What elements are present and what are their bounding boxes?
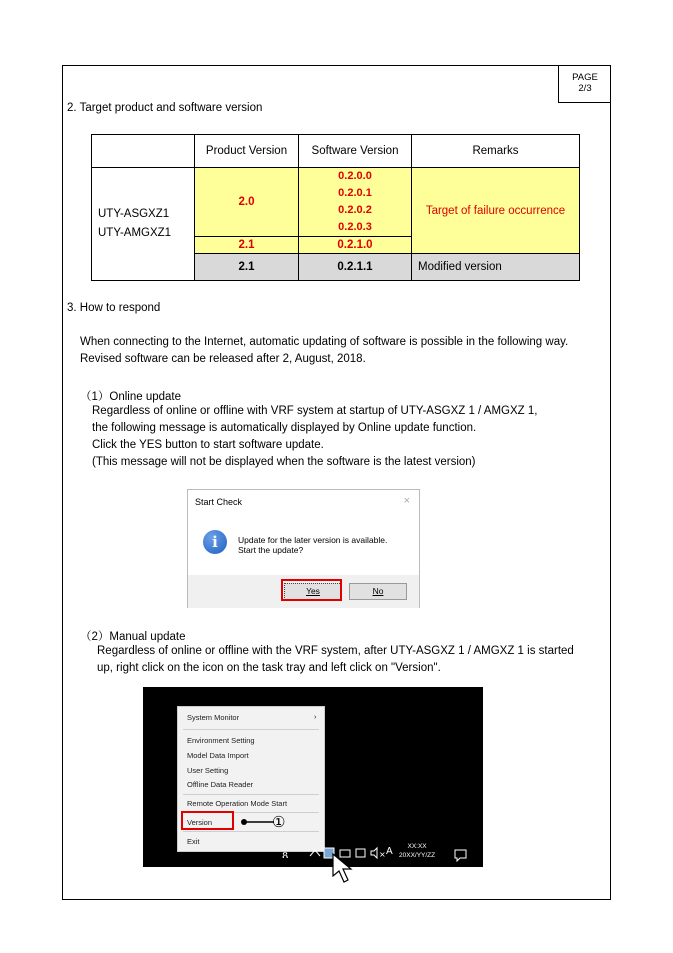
section3-heading: 3. How to respond xyxy=(67,302,161,314)
table-header-remarks: Remarks xyxy=(412,135,580,168)
table-remark-target: Target of failure occurrence xyxy=(412,168,580,254)
page-number-box xyxy=(558,65,611,103)
software-version: 0.2.0.1 xyxy=(338,187,372,199)
menu-item-system-monitor[interactable]: System Monitor xyxy=(187,713,240,722)
version-table xyxy=(91,134,580,281)
notification-icon[interactable] xyxy=(454,848,468,862)
mouse-cursor-icon xyxy=(330,852,360,888)
dialog-message-line: Update for the later version is available. xyxy=(238,535,388,545)
section2-heading: 2. Target product and software version xyxy=(67,102,263,114)
menu-item-exit[interactable]: Exit xyxy=(187,837,200,846)
table-header-empty xyxy=(92,135,195,168)
manual-update-line: Regardless of online or offline with the VRF system, after UTY-ASGXZ 1 / AMGXZ 1 is started xyxy=(97,645,574,657)
dialog-message-line: Start the update? xyxy=(238,545,304,555)
table-product-version: 2.1 xyxy=(195,237,299,254)
mute-x-icon: × xyxy=(379,850,386,859)
model-name: UTY-ASGXZ1 xyxy=(98,208,170,220)
menu-item-model-data-import[interactable]: Model Data Import xyxy=(187,751,249,760)
online-update-line: Click the YES button to start software update. xyxy=(92,439,324,451)
menu-item-user-setting[interactable]: User Setting xyxy=(187,766,229,775)
chevron-right-icon: › xyxy=(314,712,317,721)
yes-button-label: Yes xyxy=(306,586,320,596)
software-version: 0.2.0.3 xyxy=(338,221,372,233)
table-model-cell xyxy=(92,168,195,281)
online-update-line: Regardless of online or offline with VRF system at startup of UTY-ASGXZ 1 / AMGXZ 1, xyxy=(92,405,538,417)
menu-divider xyxy=(183,729,319,730)
menu-item-version[interactable]: Version xyxy=(187,818,213,827)
dialog-title: Start Check xyxy=(195,497,243,507)
table-software-version: 0.2.1.1 xyxy=(299,254,412,281)
table-software-versions xyxy=(299,168,412,237)
table-header-software: Software Version xyxy=(299,135,412,168)
dialog-message xyxy=(238,535,387,555)
table-software-version: 0.2.1.0 xyxy=(299,237,412,254)
info-icon: i xyxy=(203,530,227,554)
table-product-version: 2.1 xyxy=(195,254,299,281)
table-header-product: Product Version xyxy=(195,135,299,168)
page-label: PAGE xyxy=(572,72,598,83)
taskbar-clock[interactable] xyxy=(399,842,435,860)
online-update-line: (This message will not be displayed when the software is the latest version) xyxy=(92,456,476,468)
ime-indicator[interactable]: A xyxy=(386,846,393,857)
menu-item-offline-data-reader[interactable]: Offline Data Reader xyxy=(187,780,254,789)
manual-update-line: up, right click on the icon on the task tray and left click on "Version". xyxy=(97,662,441,674)
yes-highlight-box xyxy=(281,579,342,601)
callout-number: ① xyxy=(272,814,286,831)
no-button-label: No xyxy=(372,586,384,596)
menu-divider xyxy=(183,794,319,795)
software-version: 0.2.0.2 xyxy=(338,204,372,216)
no-button[interactable] xyxy=(349,583,407,600)
page-number: 2/3 xyxy=(578,83,592,94)
table-product-version: 2.0 xyxy=(195,168,299,237)
software-version: 0.2.0.0 xyxy=(338,170,372,182)
intro-line: When connecting to the Internet, automatic updating of software is possible in the following way. xyxy=(80,336,569,348)
table-remark-modified: Modified version xyxy=(412,254,580,281)
menu-item-remote-operation[interactable]: Remote Operation Mode Start xyxy=(187,799,288,808)
intro-line: Revised software can be released after 2, August, 2018. xyxy=(80,353,366,365)
chevron-up-icon xyxy=(310,850,320,856)
speaker-icon xyxy=(371,848,377,858)
online-update-heading: （1）Online update xyxy=(80,391,182,403)
menu-item-environment-setting[interactable]: Environment Setting xyxy=(187,736,255,745)
manual-update-heading: （2）Manual update xyxy=(80,631,186,643)
people-icon: ጸ xyxy=(282,848,289,861)
online-update-line: the following message is automatically displayed by Online update function. xyxy=(92,422,477,434)
model-name: UTY-AMGXZ1 xyxy=(98,227,172,239)
clock-time: XX:XX xyxy=(407,843,427,850)
clock-date: 20XX/YY/ZZ xyxy=(399,852,436,859)
close-icon[interactable]: × xyxy=(403,495,410,507)
version-highlight-box xyxy=(181,811,234,830)
